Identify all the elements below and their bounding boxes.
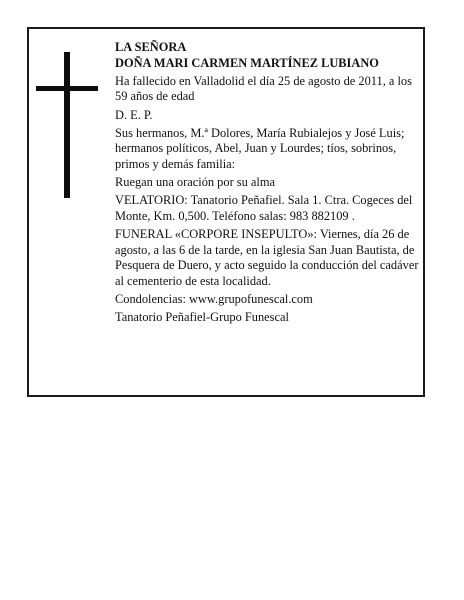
wake-details: VELATORIO: Tanatorio Peñafiel. Sala 1. Ctra. Cogeces del Monte, Km. 0,500. Teléfono salas: 983 882109 . [115,193,413,223]
deceased-name: DOÑA MARI CARMEN MARTÍNEZ LUBIANO [115,55,379,70]
cross-icon [36,52,98,198]
funeral-details: FUNERAL «CORPORE INSEPULTO»: Viernes, día 26 de agosto, a las 6 de la tarde, en la iglesia San Juan Bautista, de Pesquera de Duero, y acto seguido la conducción del cadáver al cementerio de esta localidad. [115,227,419,288]
condolences-link: Condolencias: www.grupofunescal.com [115,292,313,307]
funeral-home-signature: Tanatorio Peñafiel-Grupo Funescal [115,310,289,325]
death-announcement: Ha fallecido en Valladolid el día 25 de agosto de 2011, a los 59 años de edad [115,73,412,104]
rip-text: D. E. P. [115,107,153,122]
cross-horizontal-bar [36,86,98,91]
family-paragraph: Sus hermanos, M.ª Dolores, María Rubialejos y José Luis; hermanos políticos, Abel, Juan y Lourdes; tíos, sobrinos, primos y demás familia: [115,125,405,171]
prayer-request: Ruegan una oración por su alma [115,175,275,190]
notice-heading: LA SEÑORA [115,40,187,54]
cross-vertical-bar [64,52,70,198]
obituary-text [115,40,427,328]
